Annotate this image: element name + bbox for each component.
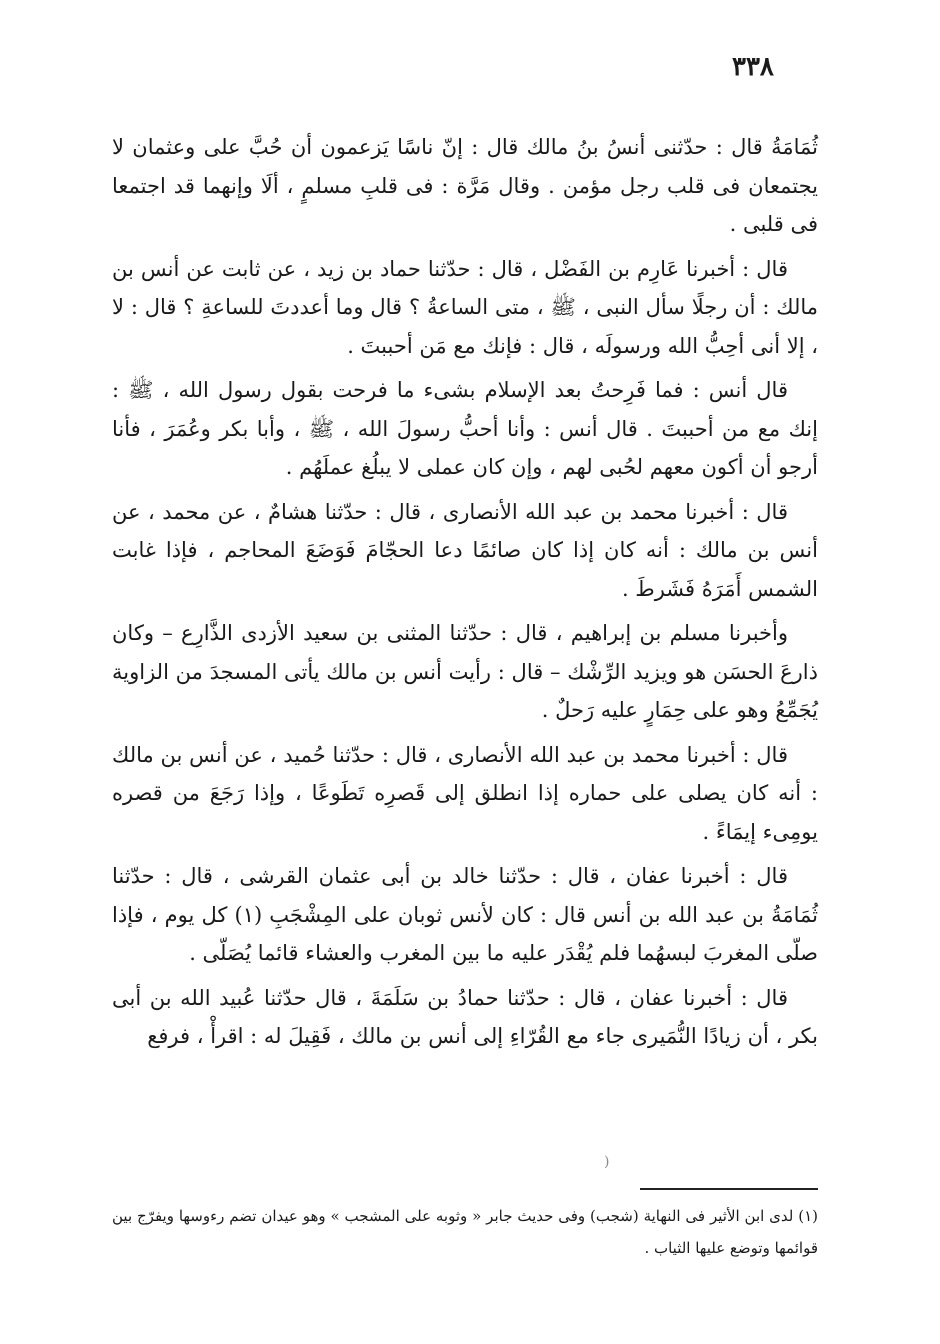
page-number: ٣٣٨: [732, 52, 774, 82]
paragraph: قال : أخبرنا عَارِم بن الفَضْل ، قال : حدّثنا حماد بن زيد ، عن ثابت عن أنس بن مالك : أن رجلًا سأل النبى ، ﷺ ، متى الساعةُ ؟ قال وما أعددتَ للساعةِ ؟ قال : لا ، إلا أنى أحِبُّ الله ورسولَه ، قال : فإنك مع مَن أحببتَ .: [112, 256, 818, 358]
paragraph: ثُمَامَةُ قال : حدّثنى أنسُ بنُ مالك قال : إنّ ناسًا يَزعمون أن حُبَّ على وعثمان لا يجتمعان فى قلب رجل مؤمن . وقال مَرَّة : فى قلبِ مسلمٍ ، ألَا وإنهما قد اجتمعا فى قلبى .: [112, 135, 818, 236]
body-text: [112, 128, 818, 1062]
scan-mark: ): [604, 1154, 610, 1170]
footnote-divider: [640, 1188, 818, 1190]
paragraph: قال : أخبرنا عفان ، قال : حدّثنا خالد بن أبى عثمان القرشى ، قال : حدّثنا ثُمَامَةُ بن عبد الله بن أنس قال : كان لأنس ثوبان على المِشْجَبِ (١) كل يوم ، فإذا صلّى المغربَ لبسهُما فلم يُقْدَر عليه ما بين المغرب والعشاء قائما يُصَلّى .: [112, 864, 818, 965]
paragraph: قال : أخبرنا عفان ، قال : حدّثنا حمادُ بن سَلَمَةَ ، قال حدّثنا عُبيد الله بن أبى بكر ، أن زيادًا النُّمَيرى جاء مع القُرّاءِ إلى أنس بن مالك ، فَقِيلَ له : اقرأْ ، فرفع: [112, 985, 818, 1048]
paragraph: قال أنس : فما فَرِحتُ بعد الإسلام بشىء ما فرحت بقول رسول الله ، ﷺ : إنك مع من أحببتَ . قال أنس : وأنا أحبُّ رسولَ الله ، ﷺ ، وأبا بكر وعُمَرَ ، فأنا أرجو أن أكون معهم لحُبى لهم ، وإن كان عملى لا يبلُغ عملَهُم .: [112, 378, 818, 479]
footnote: (١) لدى ابن الأثير فى النهاية (شجب) وفى حديث جابر « وثوبه على المشجب » وهو عيدان تضم رءوسها ويفرّج بين قوائمها وتوضع عليها الثياب .: [112, 1207, 818, 1257]
paragraph: قال : أخبرنا محمد بن عبد الله الأنصارى ، قال : حدّثنا حُميد ، عن أنس بن مالك : أنه كان يصلى على حماره إذا انطلق إلى قَصرِه تَطَوعًا ، وإذا رَجَعَ من قصره يومِىء إيمَاءً .: [112, 742, 818, 844]
paragraph: قال : أخبرنا محمد بن عبد الله الأنصارى ، قال : حدّثنا هشامٌ ، عن محمد ، عن أنس بن مالك : أنه كان إذا كان صائمًا دعا الحجّامَ فَوَضَعَ المحاجم ، فإذا غابت الشمس أَمَرَهُ فَشَرطَ .: [112, 499, 818, 601]
footnotes: [112, 1200, 818, 1264]
paragraph: وأخبرنا مسلم بن إبراهيم ، قال : حدّثنا المثنى بن سعيد الأزدى الذَّارِع – وكان ذارعَ الحسَن هو ويزيد الرِّشْك – قال : رأيت أنس بن مالك يأتى المسجدَ من الزاوية يُجَمِّعُ وهو على حِمَارٍ عليه رَحلٌ .: [112, 621, 818, 722]
